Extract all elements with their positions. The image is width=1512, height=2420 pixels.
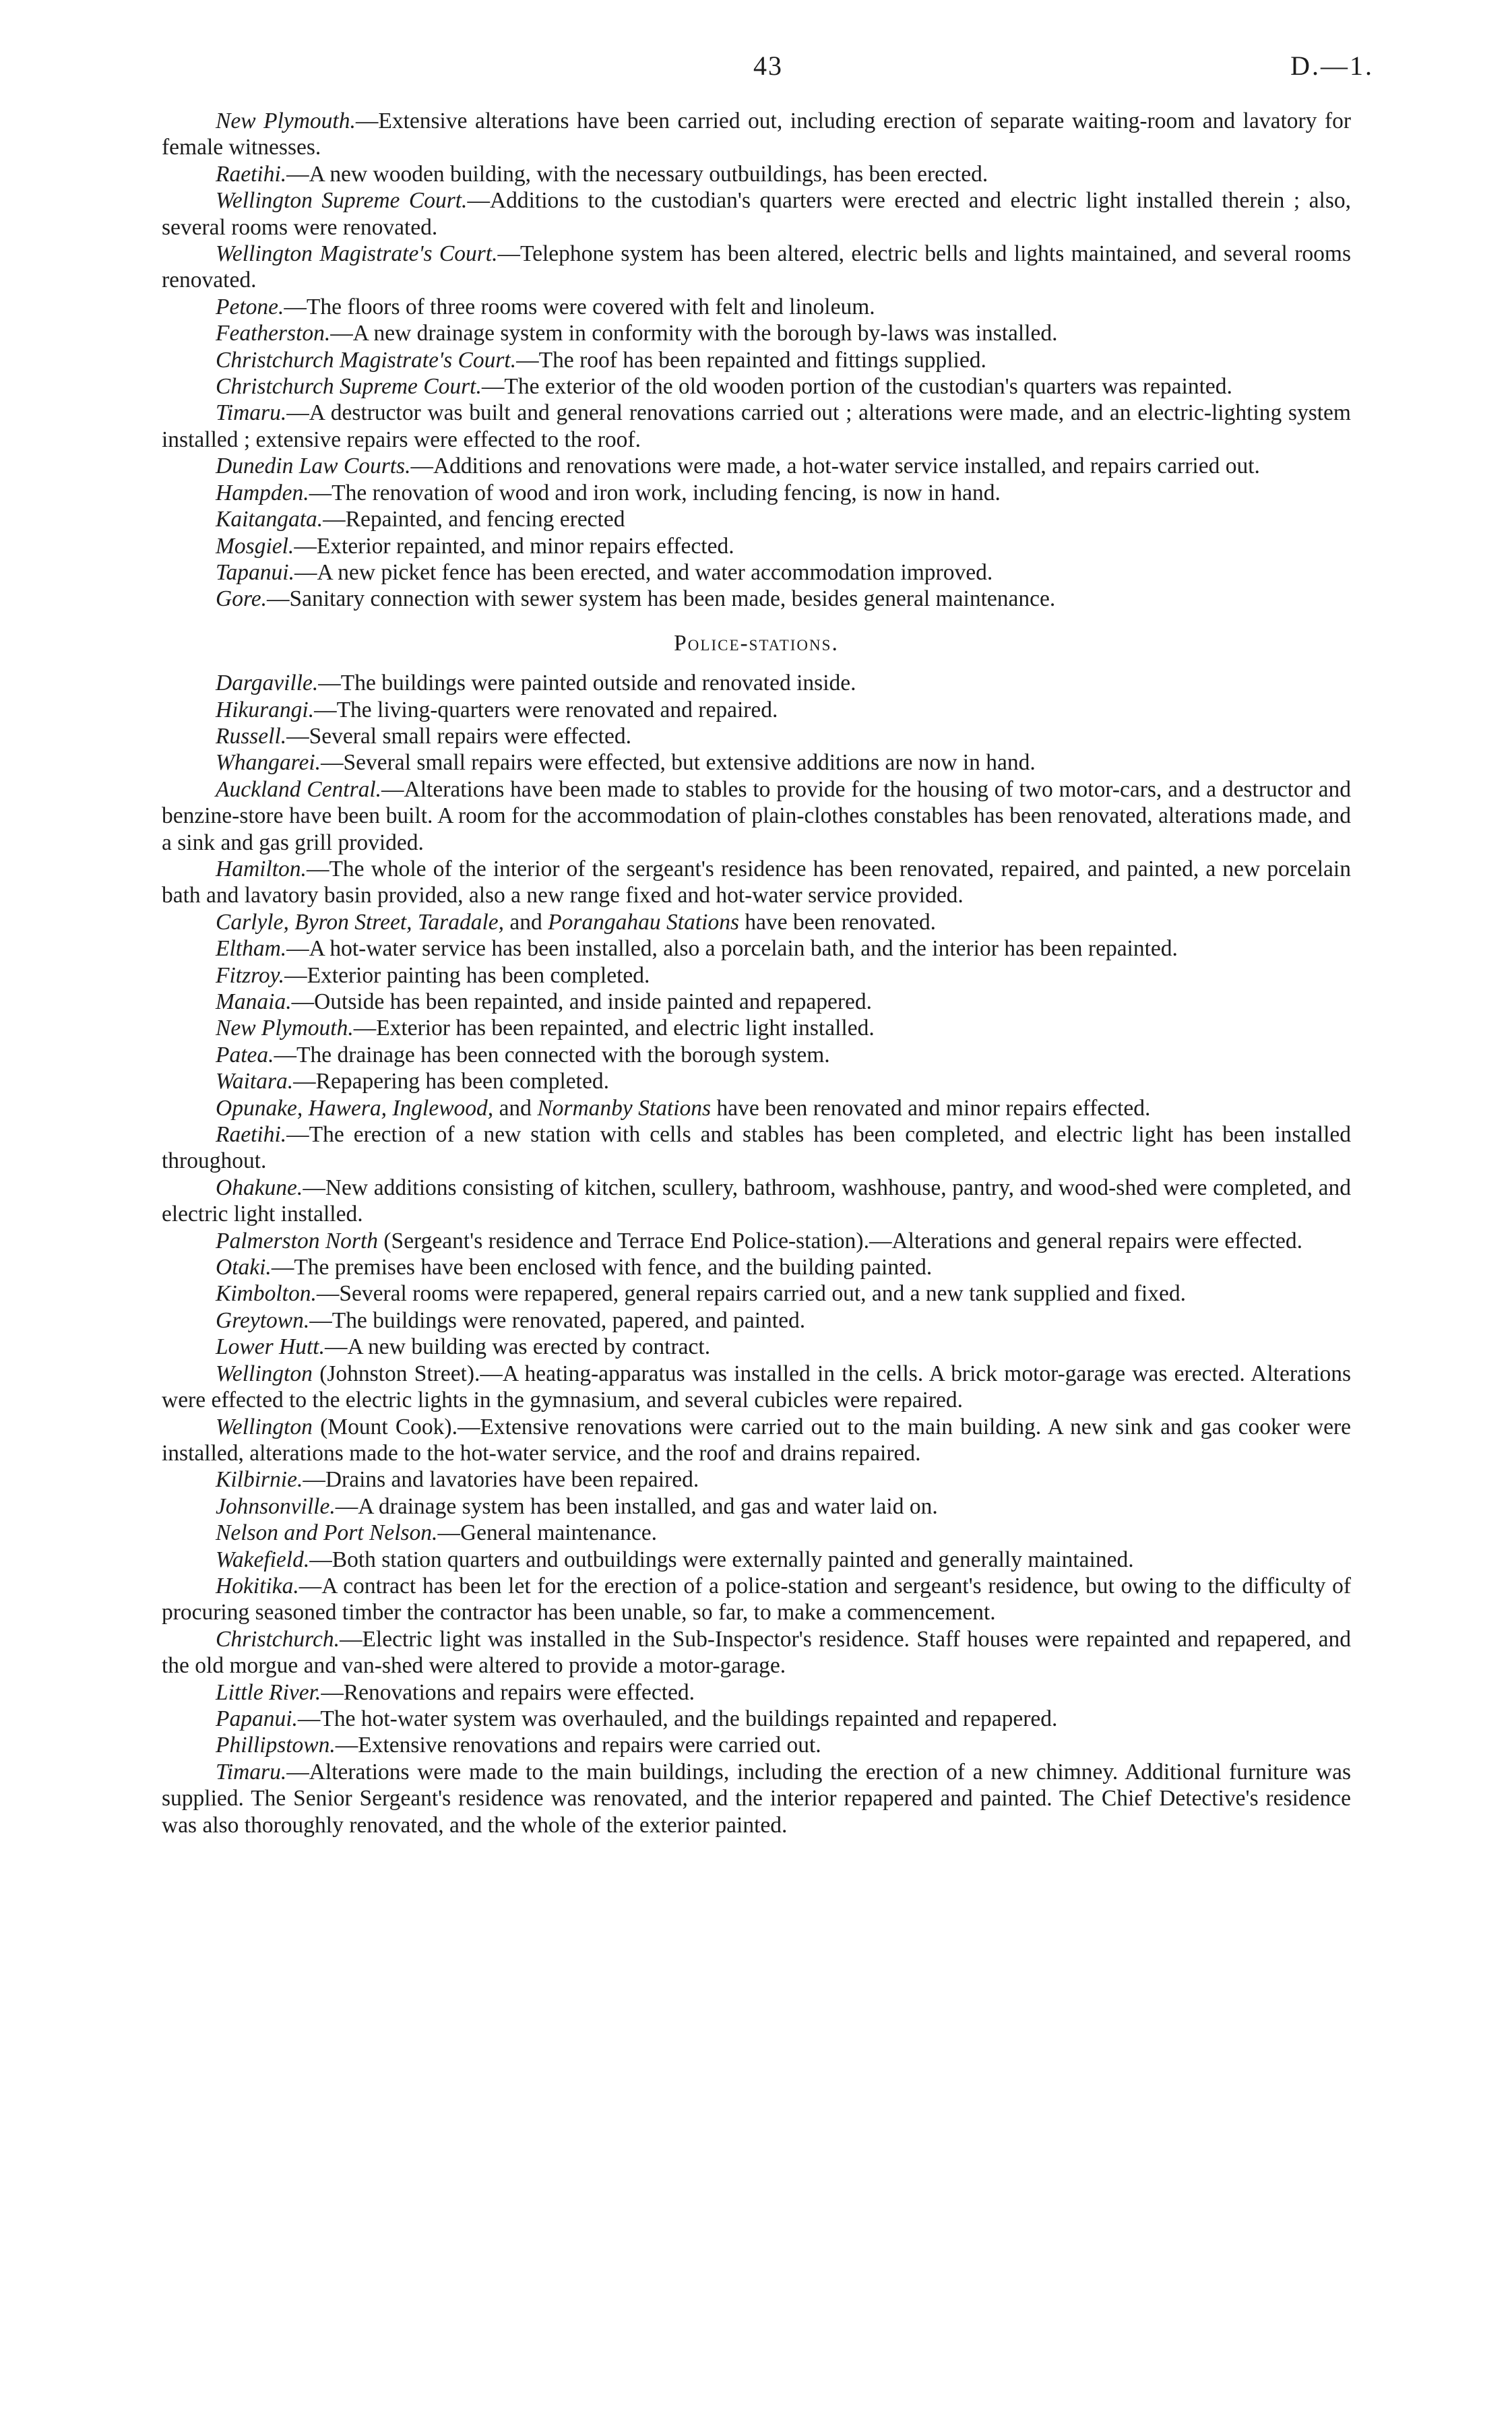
entry-paragraph — [162, 1121, 1351, 1175]
entry-place-name: Carlyle, Byron Street, Taradale, — [216, 909, 505, 935]
entry-text: —The roof has been repainted and fittings supplied. — [516, 347, 986, 373]
entry-paragraph — [162, 935, 1351, 962]
entry-paragraph — [162, 1626, 1351, 1679]
entry-paragraph — [162, 1547, 1351, 1573]
entry-place-name: Petone. — [216, 294, 284, 319]
entry-text: —Several small repairs were effected, but extensive additions are now in hand. — [321, 750, 1036, 776]
page-number: 43 — [753, 51, 783, 81]
entry-paragraph — [162, 1254, 1351, 1280]
entry-text: (Johnston Street).—A heating-apparatus was installed in the cells. A brick motor-garage was erected. Alterations were effected to the electric lights in the gymnasium, and several cubicles were repaired. — [162, 1361, 1351, 1413]
entry-place-name: Wellington Magistrate's Court. — [216, 241, 498, 267]
entry-text: —New additions consisting of kitchen, scullery, bathroom, washhouse, pantry, and wood-shed were completed, and electric light installed. — [162, 1175, 1351, 1227]
entry-place-name: Patea. — [216, 1042, 274, 1067]
police-station-entries — [162, 670, 1351, 1838]
entry-place-name: Russell. — [216, 723, 287, 749]
entry-text: —Additions and renovations were made, a hot-water service installed, and repairs carried out. — [410, 454, 1260, 479]
entry-place-name: Hamilton. — [216, 856, 307, 881]
entry-text: and — [493, 1095, 538, 1121]
entry-text: have been renovated. — [739, 909, 937, 935]
entry-place-name: New Plymouth. — [216, 1016, 354, 1041]
entry-place-name: Eltham. — [216, 936, 287, 962]
entry-paragraph — [162, 1493, 1351, 1520]
entry-place-name: Christchurch Supreme Court. — [216, 374, 482, 400]
entry-place-name: Tapanui. — [216, 559, 294, 585]
entry-paragraph — [162, 776, 1351, 856]
entry-text: —Repapering has been completed. — [293, 1069, 609, 1094]
entry-paragraph — [162, 1175, 1351, 1228]
entry-paragraph — [162, 989, 1351, 1015]
entry-paragraph — [162, 294, 1351, 320]
entry-paragraph — [162, 453, 1351, 479]
entry-text: —The floors of three rooms were covered with felt and linoleum. — [284, 294, 875, 319]
entry-text: —A new drainage system in conformity with the borough by-laws was installed. — [330, 321, 1058, 346]
entry-place-name: Palmerston North — [216, 1228, 379, 1253]
entry-text: —The living-quarters were renovated and repaired. — [314, 697, 778, 722]
entry-place-name: Porangahau Stations — [548, 909, 739, 935]
entry-paragraph — [162, 1520, 1351, 1546]
entry-paragraph — [162, 1466, 1351, 1493]
entry-text: —Sanitary connection with sewer system has been made, besides general maintenance. — [266, 586, 1056, 612]
entry-place-name: Dargaville. — [216, 671, 319, 696]
entry-text: —General maintenance. — [437, 1520, 657, 1546]
entry-place-name: Raetihi. — [216, 161, 287, 187]
entry-text: (Sergeant's residence and Terrace End Police-station).—Alterations and general repairs were effected. — [378, 1228, 1302, 1253]
entry-text: —Exterior has been repainted, and electric light installed. — [353, 1016, 875, 1041]
entry-place-name: Whangarei. — [216, 750, 321, 776]
entry-text: —The buildings were renovated, papered, and painted. — [309, 1307, 806, 1333]
entry-text: —Several small repairs were effected. — [286, 723, 632, 749]
entry-place-name: Papanui. — [216, 1706, 298, 1731]
entry-place-name: Little River. — [216, 1679, 321, 1705]
entry-paragraph — [162, 1334, 1351, 1360]
entry-text: have been renovated and minor repairs effected. — [711, 1095, 1151, 1121]
entry-text: —The exterior of the old wooden portion of the custodian's quarters was repainted. — [481, 374, 1232, 400]
entry-text: —Both station quarters and outbuildings were externally painted and generally maintained. — [309, 1547, 1134, 1572]
entry-place-name: Greytown. — [216, 1307, 310, 1333]
entry-paragraph — [162, 1414, 1351, 1467]
entry-place-name: Normanby Stations — [537, 1095, 712, 1121]
entry-place-name: Ohakune. — [216, 1175, 303, 1200]
entry-paragraph — [162, 373, 1351, 400]
entry-text: —Additions to the custodian's quarters were erected and electric light installed therein ; also, several rooms were renovated. — [162, 188, 1351, 240]
entry-text: —The whole of the interior of the sergeant's residence has been renovated, repaired, and painted, a new porcelain bath and lavatory basin provided, also a new range fixed and hot-water service provided. — [162, 856, 1351, 908]
entry-paragraph — [162, 241, 1351, 294]
entry-text: —Extensive alterations have been carried out, including erection of separate waiting-room and lavatory for female witnesses. — [162, 108, 1352, 160]
entry-place-name: Nelson and Port Nelson. — [216, 1520, 438, 1546]
entry-text: —Telephone system has been altered, electric bells and lights maintained, and several rooms renovated. — [162, 241, 1351, 293]
entry-paragraph — [162, 1015, 1351, 1041]
entry-paragraph — [162, 161, 1351, 187]
entry-text: —Several rooms were repapered, general repairs carried out, and a new tank supplied and fixed. — [316, 1281, 1186, 1307]
entry-paragraph — [162, 1679, 1351, 1706]
entry-paragraph — [162, 1732, 1351, 1758]
entry-place-name: Timaru. — [216, 400, 287, 426]
entry-text: —The hot-water system was overhauled, and the buildings repainted and repapered. — [297, 1706, 1058, 1731]
entry-paragraph — [162, 1759, 1351, 1838]
entry-text: —A hot-water service has been installed, also a porcelain bath, and the interior has been repainted. — [286, 936, 1178, 962]
entry-text: —A drainage system has been installed, and gas and water laid on. — [335, 1493, 938, 1519]
entry-paragraph — [162, 1068, 1351, 1094]
entry-paragraph — [162, 670, 1351, 696]
entry-text: —The buildings were painted outside and renovated inside. — [318, 671, 856, 696]
section-heading-police-stations: Police-stations. — [674, 630, 839, 656]
entry-paragraph — [162, 533, 1351, 559]
entry-text: —A new picket fence has been erected, and water accommodation improved. — [294, 559, 993, 585]
entry-place-name: Hampden. — [216, 480, 309, 505]
entry-place-name: New Plymouth. — [216, 108, 356, 133]
entry-text: —A new wooden building, with the necessary outbuildings, has been erected. — [286, 161, 988, 187]
entry-text: and — [504, 909, 548, 935]
entry-place-name: Mosgiel. — [216, 533, 294, 559]
entry-paragraph — [162, 1228, 1351, 1254]
entry-text: —The renovation of wood and iron work, including fencing, is now in hand. — [309, 480, 1001, 505]
entry-place-name: Fitzroy. — [216, 962, 285, 988]
entry-paragraph — [162, 108, 1351, 161]
entry-place-name: Hikurangi. — [216, 697, 315, 722]
entry-paragraph — [162, 723, 1351, 749]
entry-paragraph — [162, 962, 1351, 989]
entry-paragraph — [162, 347, 1351, 373]
entry-place-name: Manaia. — [216, 989, 292, 1014]
entry-place-name: Kilbirnie. — [216, 1467, 303, 1493]
entry-text: —The premises have been enclosed with fence, and the building painted. — [271, 1255, 933, 1280]
entry-paragraph — [162, 1706, 1351, 1732]
entry-paragraph — [162, 480, 1351, 506]
entry-paragraph — [162, 586, 1351, 612]
document-reference: D.—1. — [1290, 51, 1374, 81]
entry-paragraph — [162, 400, 1351, 453]
entry-paragraph — [162, 1573, 1351, 1626]
entry-paragraph — [162, 909, 1351, 935]
entry-place-name: Wellington — [216, 1361, 313, 1386]
entry-place-name: Gore. — [216, 586, 267, 612]
entry-paragraph — [162, 1307, 1351, 1334]
entry-place-name: Dunedin Law Courts. — [216, 454, 411, 479]
entry-text: —Drains and lavatories have been repaired. — [303, 1467, 699, 1493]
entry-place-name: Phillipstown. — [216, 1733, 336, 1758]
entry-text: —Alterations were made to the main buildings, including the erection of a new chimney. Additional furniture was supplied. The Senior Sergeant's residence was renovated, and the interior repapered and painted. The Chief Detective's residence was also thoroughly renovated, and the whole of the exterior painted. — [162, 1759, 1351, 1838]
entry-paragraph — [162, 1280, 1351, 1307]
entry-text: —Renovations and repairs were effected. — [321, 1679, 695, 1705]
entry-paragraph — [162, 187, 1351, 241]
report-body — [162, 108, 1351, 1838]
entry-place-name: Johnsonville. — [216, 1493, 336, 1519]
entry-place-name: Christchurch Magistrate's Court. — [216, 347, 517, 373]
entry-place-name: Wellington Supreme Court. — [216, 188, 468, 214]
entry-place-name: Kaitangata. — [216, 507, 323, 532]
entry-place-name: Featherston. — [216, 321, 331, 346]
entry-place-name: Wakefield. — [216, 1547, 310, 1572]
entry-paragraph — [162, 749, 1351, 776]
entry-place-name: Hokitika. — [216, 1573, 299, 1599]
entry-text: —A new building was erected by contract. — [324, 1334, 711, 1360]
entry-text: —Exterior painting has been completed. — [284, 962, 650, 988]
entry-paragraph — [162, 856, 1351, 909]
entry-paragraph — [162, 697, 1351, 723]
entry-text: —A contract has been let for the erection of a police-station and sergeant's residence, but owing to the difficulty of procuring seasoned timber the contractor has been unable, so far, to make a commencement. — [162, 1573, 1351, 1625]
entry-text: —Outside has been repainted, and inside painted and repapered. — [291, 989, 872, 1014]
entry-place-name: Raetihi. — [216, 1122, 287, 1148]
entry-paragraph — [162, 1361, 1351, 1414]
entry-place-name: Wellington — [216, 1414, 313, 1439]
entry-place-name: Opunake, Hawera, Inglewood, — [216, 1095, 494, 1121]
entry-place-name: Otaki. — [216, 1255, 272, 1280]
entry-place-name: Timaru. — [216, 1759, 287, 1785]
entry-text: —Alterations have been made to stables to provide for the housing of two motor-cars, and a destructor and benzine-store have been built. A room for the accommodation of plain-clothes constables has been renovated, alterations made, and a sink and gas grill provided. — [162, 776, 1352, 855]
entry-paragraph — [162, 506, 1351, 532]
entry-text: —Electric light was installed in the Sub-Inspector's residence. Staff houses were repainted and repapered, and the old morgue and van-shed were altered to provide a motor-garage. — [162, 1626, 1351, 1679]
entry-text: —Exterior repainted, and minor repairs effected. — [294, 533, 734, 559]
entry-paragraph — [162, 559, 1351, 586]
entry-place-name: Christchurch. — [216, 1626, 340, 1652]
entry-place-name: Waitara. — [216, 1069, 294, 1094]
entry-text: —The drainage has been connected with the borough system. — [274, 1042, 830, 1067]
entry-place-name: Kimbolton. — [216, 1281, 317, 1307]
entry-paragraph — [162, 320, 1351, 346]
entry-paragraph — [162, 1095, 1351, 1121]
court-entries — [162, 108, 1351, 613]
entry-text: (Mount Cook).—Extensive renovations were carried out to the main building. A new sink and gas cooker were installed, alterations made to the hot-water service, and the roof and drains repaired. — [162, 1414, 1351, 1466]
entry-text: —Repainted, and fencing erected — [323, 507, 625, 532]
entry-text: —A destructor was built and general renovations carried out ; alterations were made, and an electric-lighting system installed ; extensive repairs were effected to the roof. — [162, 400, 1351, 452]
entry-text: —Extensive renovations and repairs were carried out. — [335, 1733, 821, 1758]
entry-paragraph — [162, 1042, 1351, 1068]
entry-text: —The erection of a new station with cells and stables has been completed, and electric light has been installed throughout. — [162, 1122, 1351, 1174]
entry-place-name: Auckland Central. — [216, 776, 382, 802]
entry-place-name: Lower Hutt. — [216, 1334, 325, 1360]
